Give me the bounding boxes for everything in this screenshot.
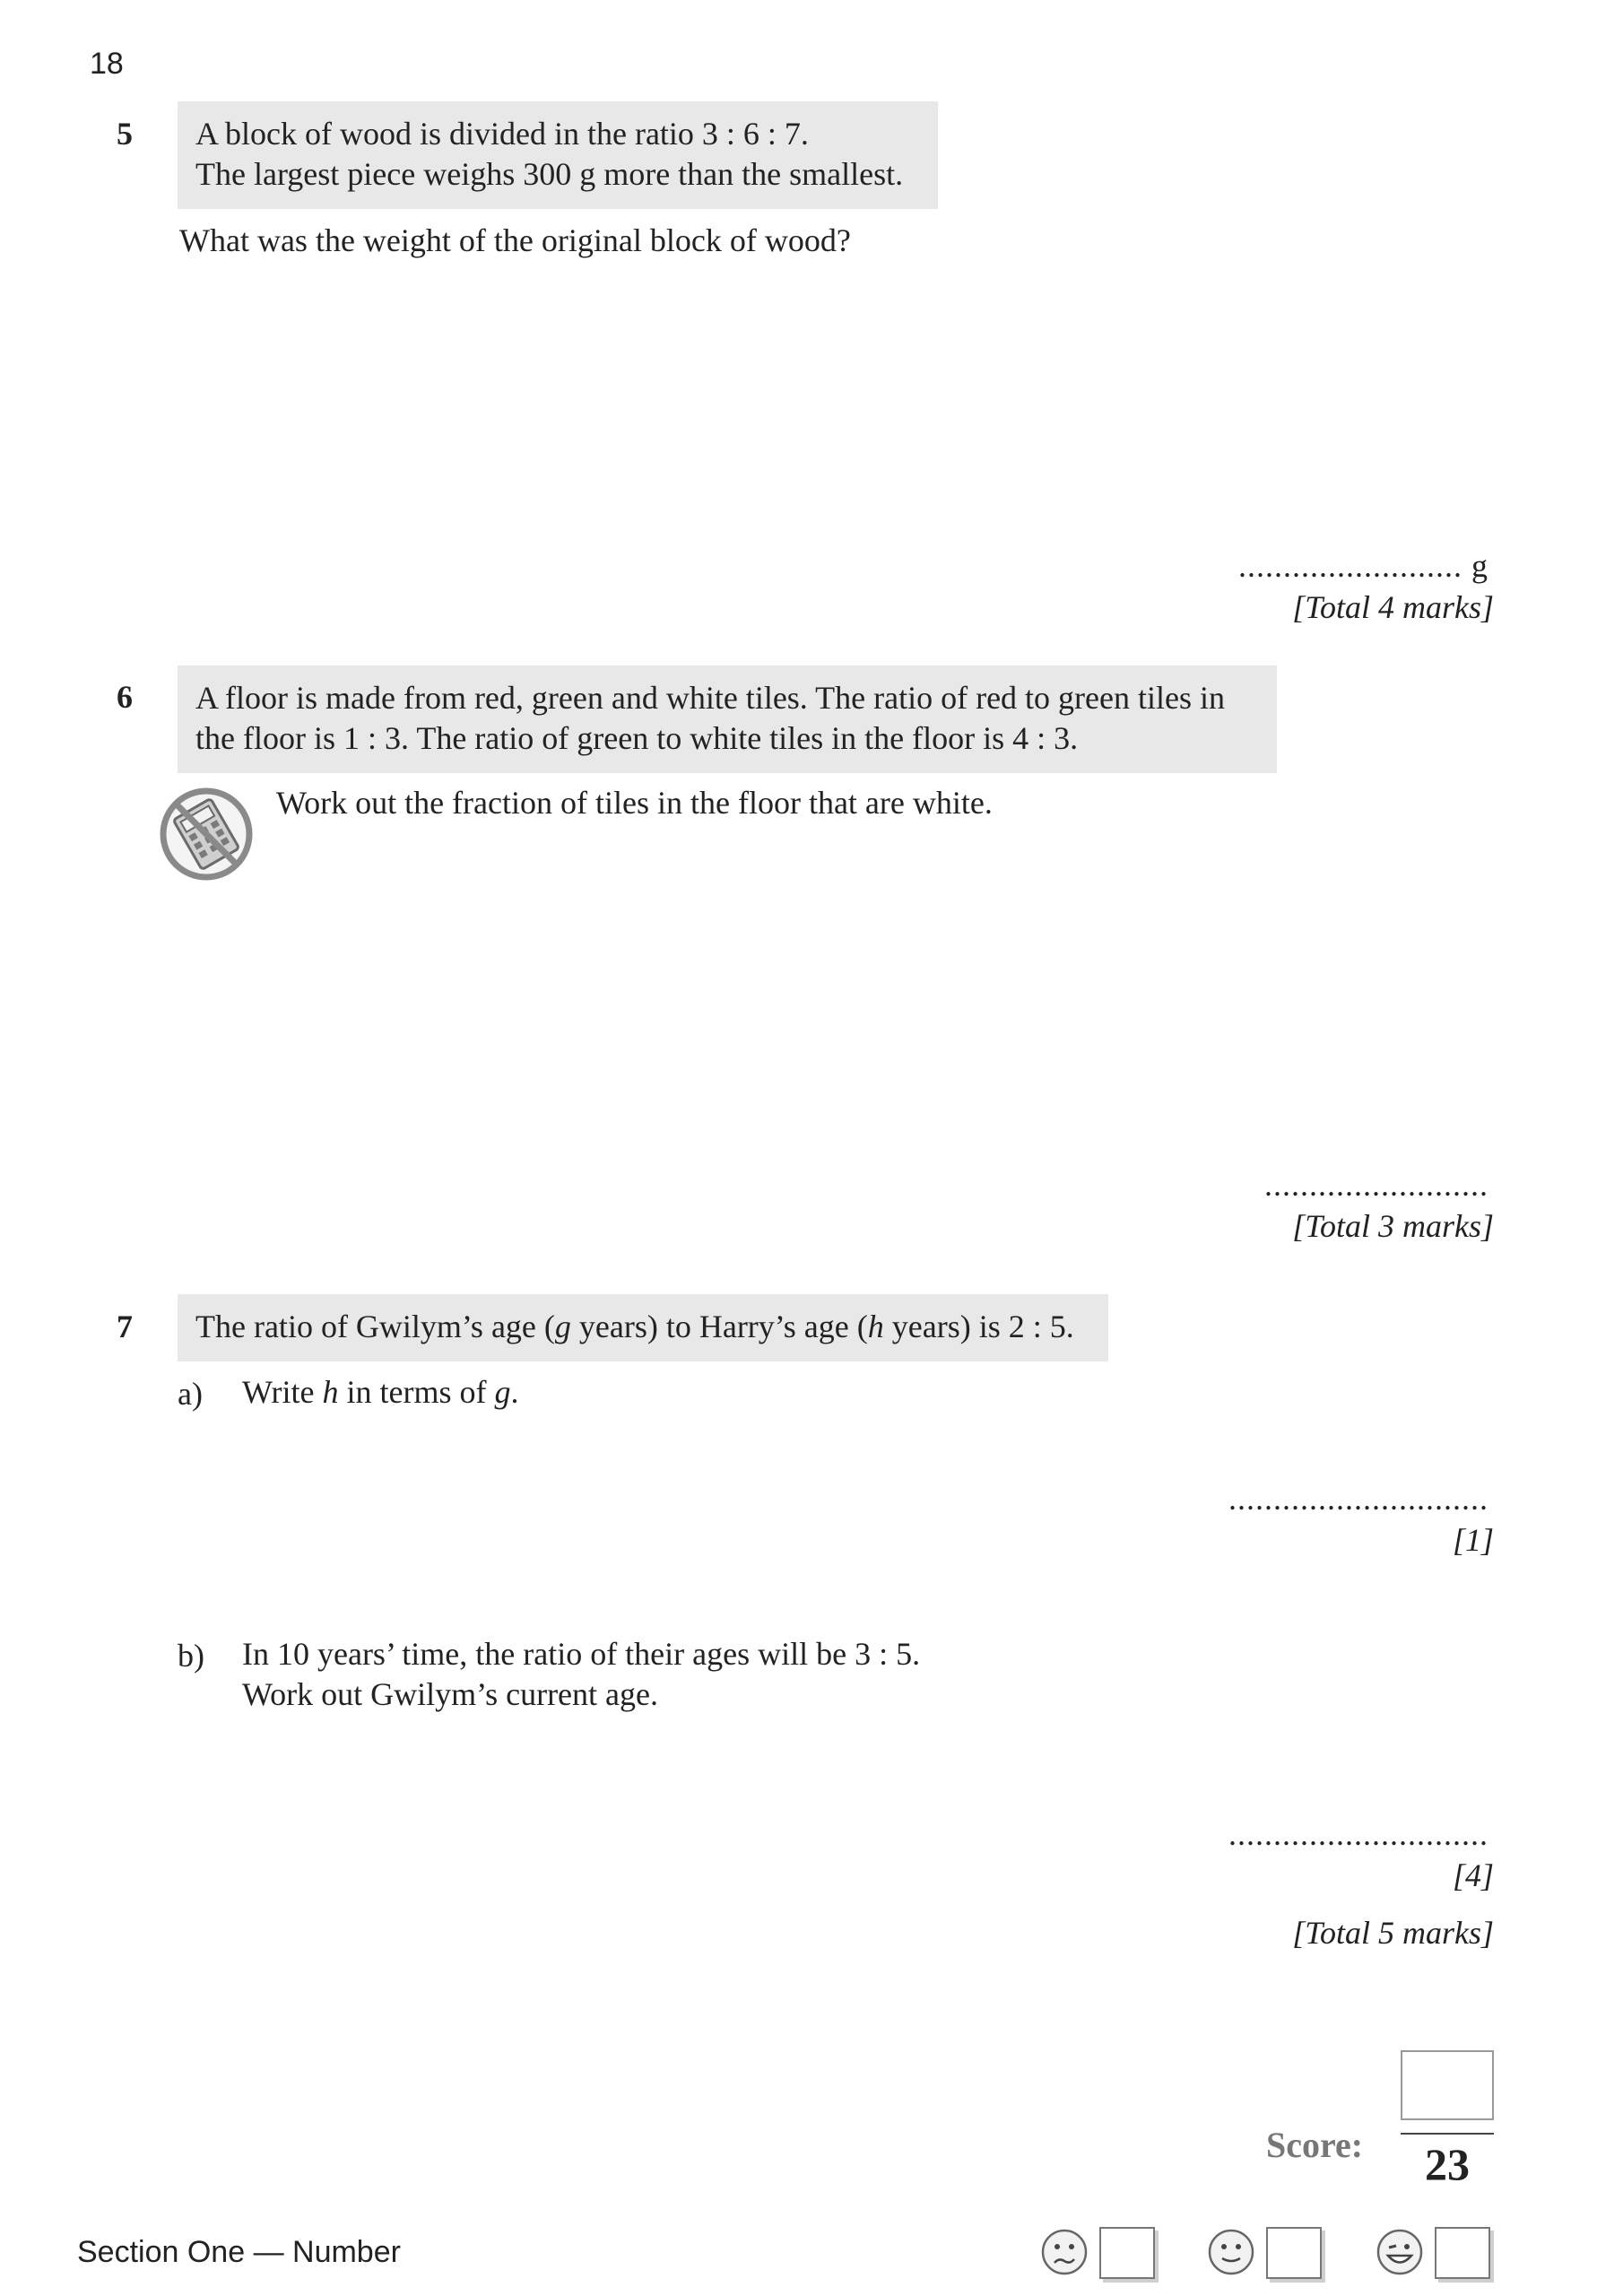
question-6-marks: [Total 3 marks] (1292, 1208, 1494, 1244)
score-label: Score: (1266, 2125, 1364, 2165)
question-7a-prompt: Write h in terms of g. (242, 1374, 519, 1410)
page-number: 18 (90, 47, 124, 81)
question-7a-answer-line[interactable]: ............................. (1228, 1481, 1488, 1517)
question-7b-line-1: In 10 years’ time, the ratio of their ages will be 3 : 5. (242, 1636, 921, 1672)
question-6-number: 6 (117, 679, 133, 715)
neutral-tick-box[interactable] (1266, 2227, 1322, 2279)
question-5-prompt: What was the weight of the original block of wood? (179, 222, 851, 258)
question-5-number: 5 (117, 116, 133, 152)
question-5-answer-unit: g (1471, 548, 1488, 584)
question-6-line-1: A floor is made from red, green and white tiles. The ratio of red to green tiles in (195, 680, 1225, 716)
question-7b-line-2: Work out Gwilym’s current age. (242, 1676, 658, 1712)
question-6-prompt: Work out the fraction of tiles in the floor that are white. (276, 785, 993, 821)
question-7a-marks: [1] (1452, 1522, 1494, 1558)
question-6-line-2: the floor is 1 : 3. The ratio of green to white tiles in the floor is 4 : 3. (195, 720, 1079, 756)
question-5-answer-dots: ......................... (1238, 548, 1462, 584)
question-5-line-2: The largest piece weighs 300 g more than the smallest. (195, 156, 904, 192)
happy-face-icon (1376, 2228, 1424, 2276)
score-input-box[interactable] (1401, 2050, 1494, 2120)
question-6-answer-line[interactable]: ......................... (1264, 1167, 1488, 1203)
question-7b-marks: [4] (1452, 1857, 1494, 1893)
score-total: 23 (1425, 2139, 1470, 2189)
question-7-line-1: The ratio of Gwilym’s age (g years) to Harry’s age (h years) is 2 : 5. (195, 1309, 1074, 1344)
question-7-total-marks: [Total 5 marks] (1292, 1915, 1494, 1951)
question-6-stem (178, 665, 1277, 773)
question-7b-answer-line[interactable]: ............................. (1228, 1816, 1488, 1852)
question-5-marks: [Total 4 marks] (1292, 589, 1494, 625)
question-7a-label: a) (178, 1376, 203, 1412)
question-7-number: 7 (117, 1309, 133, 1344)
sad-tick-box[interactable] (1099, 2227, 1155, 2279)
question-7b-prompt (242, 1634, 920, 1715)
score-divider (1401, 2133, 1494, 2135)
question-5-answer-line[interactable] (1238, 547, 1488, 585)
no-calculator-icon (158, 786, 255, 883)
footer-section-title: Section One — Number (77, 2235, 401, 2269)
neutral-face-icon (1207, 2228, 1255, 2276)
question-5-stem (178, 101, 938, 209)
question-7b-label: b) (178, 1638, 204, 1674)
happy-tick-box[interactable] (1435, 2227, 1490, 2279)
question-5-line-1: A block of wood is divided in the ratio 3 : 6 : 7. (195, 116, 809, 152)
sad-face-icon (1040, 2228, 1089, 2276)
question-7-stem (178, 1294, 1108, 1361)
